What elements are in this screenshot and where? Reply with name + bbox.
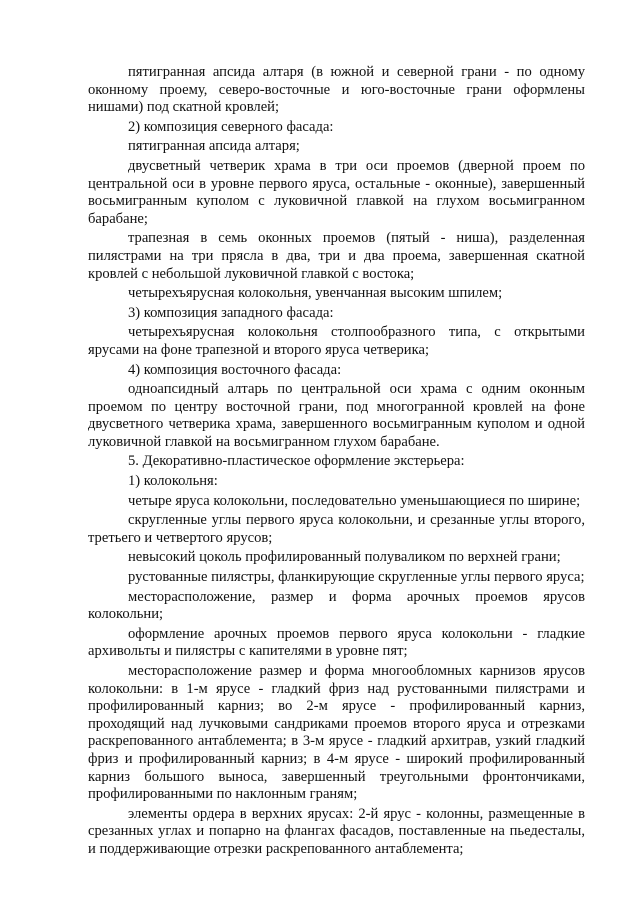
heading-bell-tower: 1) колокольня: [128, 473, 218, 490]
paragraph-altar-east: одноапсидный алтарь по центральной оси храма с одним оконным проемом по центру восточной грани, под многогранной кровлей на фоне двусветного четверика храма, завершенного восьмигранным куполом и одной луковичной главкой на восьмигранном глухом барабане. [88, 381, 585, 450]
paragraph-chetverik: двусветный четверик храма в три оси проемов (дверной проем по центральной оси в уровне первого яруса, остальные - оконные), завершенный восьмигранным куполом с луковичной главкой на глухом восьмигранном барабане; [88, 157, 585, 227]
paragraph-archivolts: оформление арочных проемов первого яруса колокольни - гладкие архивольты и пилястры с капителями в уровне пят; [88, 625, 585, 660]
paragraph-plinth: невысокий цоколь профилированный полуваликом по верхней грани; [128, 549, 561, 566]
paragraph-refectory: трапезная в семь оконных проемов (пятый - ниша), разделенная пилястрами на три прясла в два, три и два проема, завершенная скатной кровлей с небольшой луковичной главкой с востока; [88, 230, 585, 282]
paragraph-bell-tower-west: четырехъярусная колокольня столпообразного типа, с открытыми ярусами на фоне трапезной и второго яруса четверика; [88, 324, 585, 358]
heading-east-facade: 4) композиция восточного фасада: [128, 361, 342, 378]
paragraph-order-elements: элементы ордера в верхних ярусах: 2-й ярус - колонны, размещенные в срезанных углах и попарно на флангах фасадов, поставленные на пьедесталы, и поддерживающие отрезки раскрепованного антаблемента; [88, 805, 585, 857]
heading-decorative-exterior: 5. Декоративно-пластическое оформление экстерьера: [128, 453, 465, 470]
heading-west-facade: 3) композиция западного фасада: [128, 304, 334, 321]
paragraph-apse: пятигранная апсида алтаря; [128, 138, 300, 155]
heading-north-facade: 2) композиция северного фасада: [128, 118, 334, 135]
paragraph-cornices: месторасположение размер и форма многообломных карнизов ярусов колокольни: в 1-м ярусе - гладкий фриз над рустованными пилястрами и профилированный карниз; во 2-м ярусе - профилированный карниз, проходящий над лучковыми сандриками проемов второго яруса и отрезками раскрепованного антаблемента; в 3-м ярусе - гладкий архитрав, узкий гладкий фриз и профилированный карниз; в 4-м ярусе - широкий профилированный карниз большого выноса, завершенный треугольными фронтончиками, профилированными по наклонным граням; [88, 663, 585, 803]
paragraph-arched-openings: месторасположение, размер и форма арочных проемов ярусов колокольни; [88, 588, 585, 623]
paragraph-tiers: четыре яруса колокольни, последовательно уменьшающиеся по ширине; [128, 492, 581, 509]
paragraph-corners: скругленные углы первого яруса колокольни, и срезанные углы второго, третьего и четвертого ярусов; [88, 512, 585, 546]
paragraph-pilasters: рустованные пилястры, фланкирующие скругленные углы первого яруса; [128, 569, 585, 586]
document-page [88, 64, 585, 859]
paragraph-apse-south-north: пятигранная апсида алтаря (в южной и северной грани - по одному оконному проему, северо-восточные и юго-восточные грани оформлены нишами) под скатной кровлей; [88, 64, 585, 116]
paragraph-bell-tower-spire: четырехъярусная колокольня, увенчанная высоким шпилем; [128, 285, 503, 302]
